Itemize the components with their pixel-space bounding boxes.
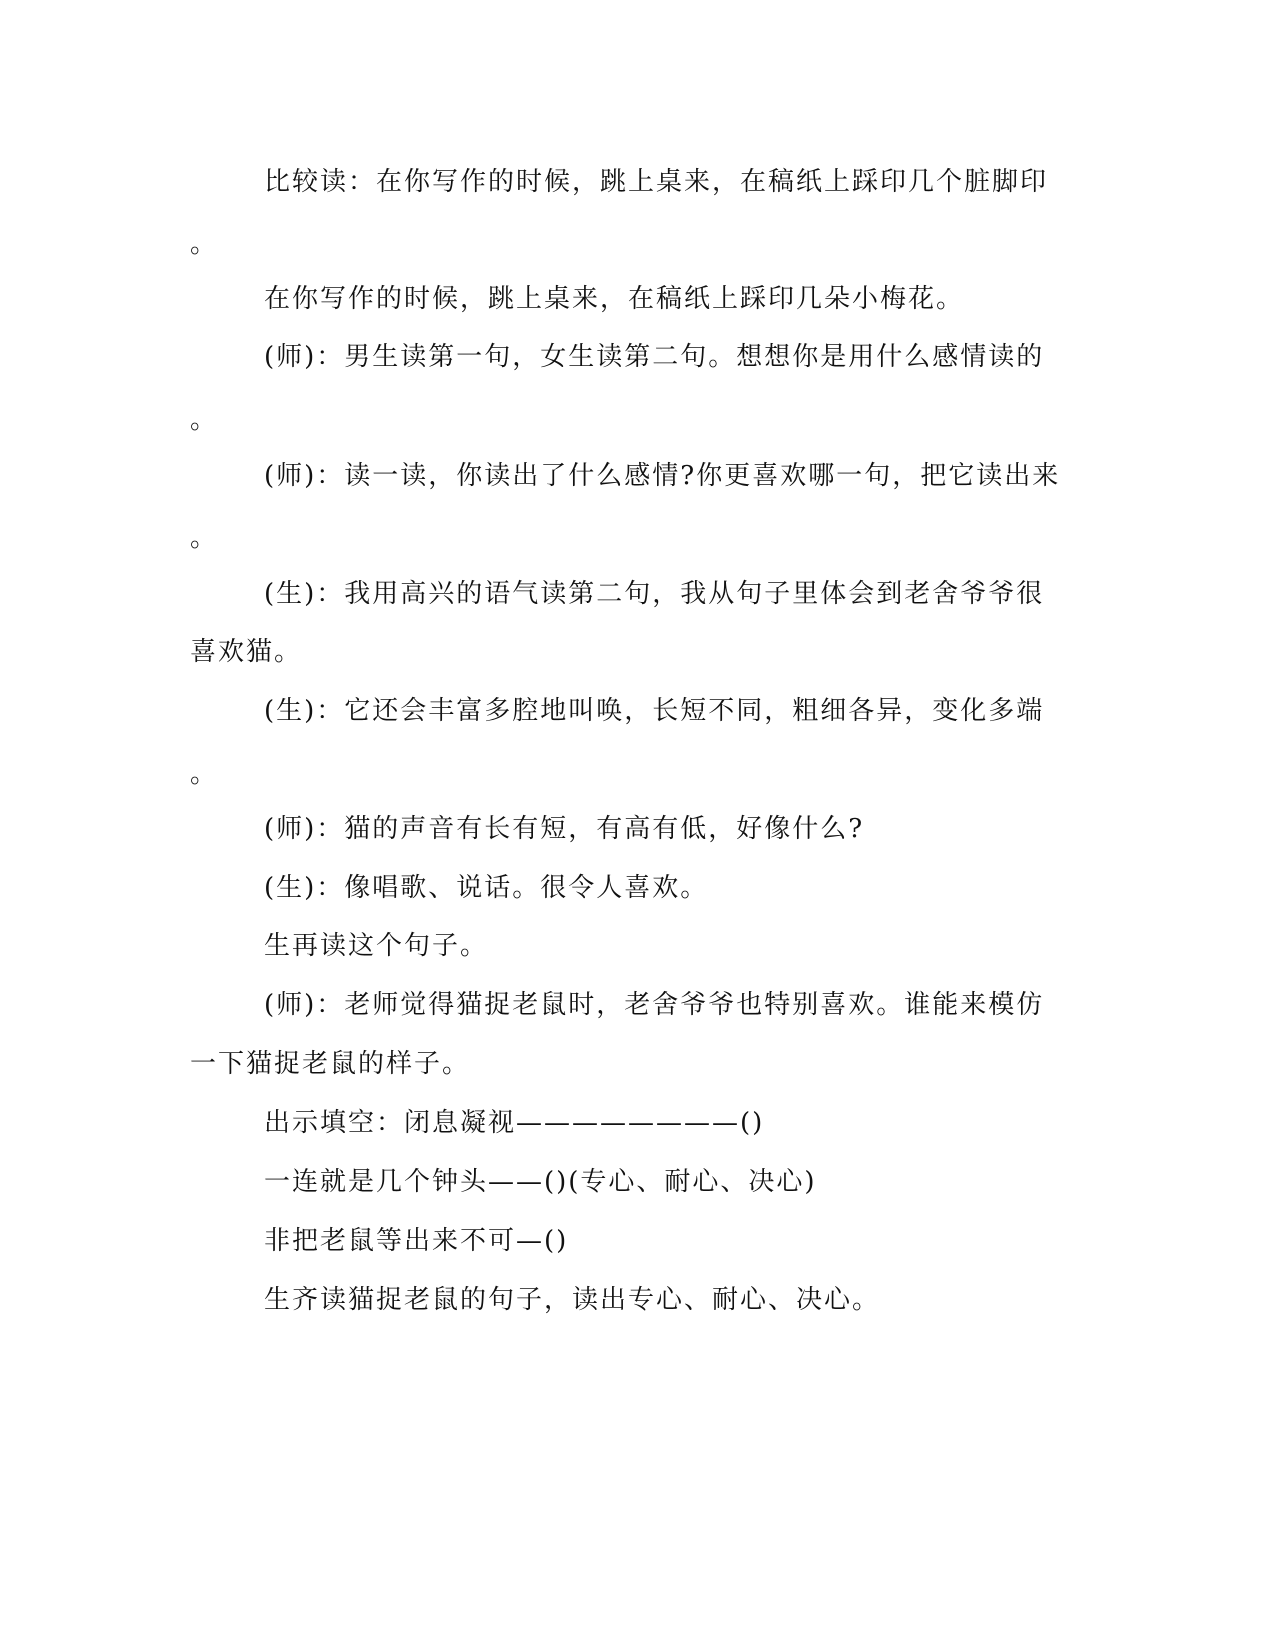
text-line: 生齐读猫捉老鼠的句子，读出专心、耐心、决心。 [264,1285,881,1315]
text-line: (生)：它还会丰富多腔地叫唤，长短不同，粗细各异，变化多端 [264,696,1045,726]
text-line: 非把老鼠等出来不可—() [264,1226,569,1256]
text-line: 。 [190,759,219,789]
text-line: (师)：猫的声音有长有短，有高有低，好像什么? [264,814,865,844]
text-line: 。 [190,229,219,259]
text-line: 。 [190,405,219,435]
text-line: (生)：我用高兴的语气读第二句，我从句子里体会到老舍爷爷很 [264,579,1045,609]
text-line: (师)：老师觉得猫捉老鼠时，老舍爷爷也特别喜欢。谁能来模仿 [264,990,1045,1020]
text-line: 喜欢猫。 [190,637,303,667]
text-line: 一下猫捉老鼠的样子。 [190,1049,471,1079]
text-line: 。 [190,523,219,553]
text-line: (师)：读一读，你读出了什么感情?你更喜欢哪一句，把它读出来 [264,461,1061,491]
text-line: (师)：男生读第一句，女生读第二句。想想你是用什么感情读的 [264,342,1045,372]
text-line: 比较读：在你写作的时候，跳上桌来，在稿纸上踩印几个脏脚印 [264,167,1049,197]
text-line: 一连就是几个钟头——()(专心、耐心、决心) [264,1167,817,1197]
text-line: (生)：像唱歌、说话。很令人喜欢。 [264,873,709,903]
text-line: 生再读这个句子。 [264,931,489,961]
text-line: 出示填空：闭息凝视————————() [264,1108,765,1138]
text-line: 在你写作的时候，跳上桌来，在稿纸上踩印几朵小梅花。 [264,284,965,314]
